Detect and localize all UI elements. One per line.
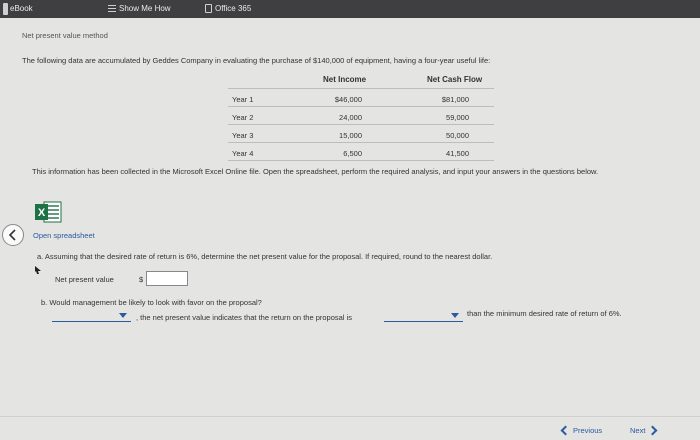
header-net-cash-flow: Net Cash Flow <box>427 75 483 84</box>
currency-symbol: $ <box>139 275 144 284</box>
table-row-net-income: 6,500 <box>343 149 362 158</box>
chevron-left-icon <box>561 426 571 436</box>
show-me-how-button[interactable] <box>108 4 171 13</box>
question-b: b. Would management be likely to look with favor on the proposal? <box>41 298 262 307</box>
table-row-year: Year 3 <box>232 131 254 140</box>
show-me-how-label: Show Me How <box>119 4 171 13</box>
table-divider <box>228 88 494 89</box>
favor-dropdown[interactable] <box>52 309 131 322</box>
table-row-net-cash-flow: 59,000 <box>446 113 469 122</box>
question-a: a. Assuming that the desired rate of return is 6%, determine the net present value for the proposal. If required, round to the nearest dollar. <box>37 252 493 261</box>
table-row-net-cash-flow: 41,500 <box>446 149 469 158</box>
table-divider <box>228 160 494 161</box>
chevron-left-icon <box>8 229 18 241</box>
office-icon <box>205 4 212 13</box>
instructions-text: This information has been collected in the Microsoft Excel Online file. Open the spreadsheet, perform the required analysis, and input your answers in the questions below. <box>32 167 599 176</box>
page-title: Net present value method <box>22 31 108 40</box>
npv-label: Net present value <box>55 275 114 284</box>
ebook-label: eBook <box>10 4 33 13</box>
table-row-net-cash-flow: $81,000 <box>441 95 469 104</box>
book-icon <box>3 3 8 15</box>
table-row-net-income: $46,000 <box>334 95 362 104</box>
table-divider <box>228 142 494 143</box>
svg-text:X: X <box>37 207 46 219</box>
footer-nav <box>0 416 700 440</box>
next-button[interactable] <box>630 426 656 435</box>
answer-b-text: , the net present value indicates that the return on the proposal is <box>136 313 352 322</box>
video-icon <box>108 5 116 12</box>
footer-divider <box>0 416 700 417</box>
top-toolbar <box>0 0 700 18</box>
chevron-right-icon <box>648 426 658 436</box>
previous-label: Previous <box>573 426 603 435</box>
table-row-year: Year 4 <box>232 149 254 158</box>
table-row-net-income: 24,000 <box>339 113 362 122</box>
table-row-net-cash-flow: 50,000 <box>446 131 469 140</box>
caret-down-icon <box>119 313 127 318</box>
next-label: Next <box>630 426 646 435</box>
open-spreadsheet-link[interactable]: Open spreadsheet <box>33 231 95 240</box>
table-row-net-income: 15,000 <box>339 131 362 140</box>
answer-b-end-text: than the minimum desired rate of return of 6%. <box>467 309 622 318</box>
table-row-year: Year 2 <box>232 113 254 122</box>
problem-content <box>0 18 700 440</box>
cursor-arrow-icon <box>34 265 42 275</box>
comparison-dropdown[interactable] <box>384 309 463 322</box>
office365-button[interactable] <box>205 4 251 13</box>
previous-button[interactable] <box>562 426 602 435</box>
caret-down-icon <box>451 313 459 318</box>
office365-label: Office 365 <box>215 4 252 13</box>
problem-intro: The following data are accumulated by Geddes Company in evaluating the purchase of $140,000 of equipment, having a four-year useful life: <box>22 56 491 65</box>
npv-input[interactable] <box>146 271 188 286</box>
back-button[interactable] <box>2 224 24 246</box>
excel-icon[interactable] <box>34 201 62 223</box>
table-divider <box>228 124 494 125</box>
table-divider <box>228 106 494 107</box>
table-row-year: Year 1 <box>232 95 254 104</box>
ebook-button[interactable] <box>10 4 33 13</box>
header-net-income: Net Income <box>323 75 367 84</box>
